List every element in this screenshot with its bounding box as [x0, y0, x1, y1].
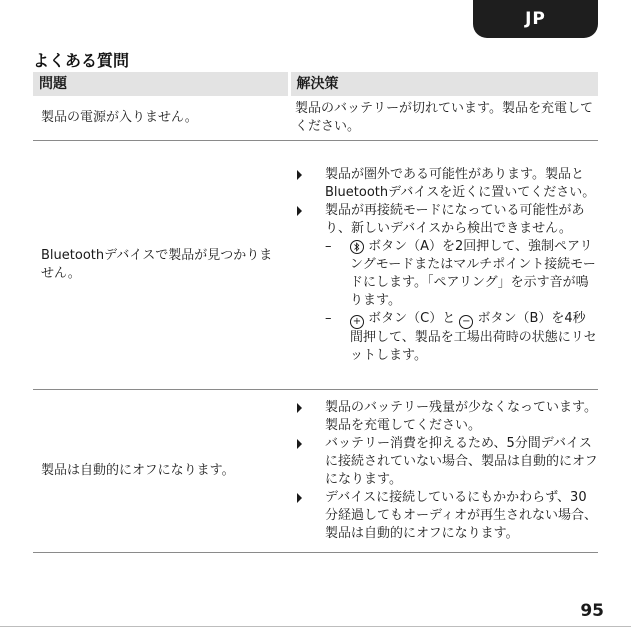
- page-number: 95: [580, 601, 604, 621]
- table-row: [33, 390, 598, 553]
- language-tab: JP: [473, 0, 598, 38]
- list-item: バッテリー消費を抑えるため、5分間デバイスに接続されていない場合、製品は自動的にオフになります。: [295, 435, 598, 489]
- plus-icon: +: [350, 315, 364, 329]
- sub-list-item-text: ボタン（B）を4秒間押して、製品を工場出荷時の状態にリセットします。: [350, 310, 597, 363]
- problem-cell: 製品は自動的にオフになります。: [33, 390, 289, 553]
- table-row: [33, 96, 598, 141]
- sub-list: [325, 238, 598, 365]
- problem-cell: Bluetoothデバイスで製品が見つかりません。: [33, 141, 289, 390]
- sub-list-item-text: ボタン（C）と: [364, 310, 460, 326]
- faq-table: [33, 72, 598, 553]
- column-header-problem: 問題: [33, 72, 289, 96]
- table-header-row: [33, 72, 598, 96]
- solution-list: [295, 166, 598, 365]
- list-item-text: 製品が再接続モードになっている可能性があり、新しいデバイスから検出できません。: [325, 202, 585, 236]
- list-item: [295, 202, 598, 365]
- solution-list: [295, 399, 598, 543]
- sub-list-item: [325, 238, 598, 310]
- minus-icon: −: [459, 315, 473, 329]
- table-row: [33, 141, 598, 390]
- list-item: 製品のバッテリー残量が少なくなっています。製品を充電してください。: [295, 399, 598, 435]
- solution-cell: 製品のバッテリーが切れています。製品を充電してください。: [289, 96, 598, 141]
- solution-cell: [289, 390, 598, 553]
- footer-divider: [0, 626, 631, 627]
- list-item: デバイスに接続しているにもかかわらず、30分経過してもオーディオが再生されない場合、製品は自動的にオフになります。: [295, 489, 598, 543]
- section-title: よくある質問: [33, 51, 130, 70]
- list-item: 製品が圏外である可能性があります。製品とBluetoothデバイスを近くに置いてください。: [295, 166, 598, 202]
- solution-cell: [289, 141, 598, 390]
- sub-list-item-text: ボタン（A）を2回押して、強制ペアリングモードまたはマルチポイント接続モードにします。「ペアリング」を示す音が鳴ります。: [350, 238, 596, 308]
- problem-cell: 製品の電源が入りません。: [33, 96, 289, 141]
- column-header-solution: 解決策: [289, 72, 598, 96]
- bluetooth-icon: [350, 240, 364, 254]
- sub-list-item: [325, 310, 598, 365]
